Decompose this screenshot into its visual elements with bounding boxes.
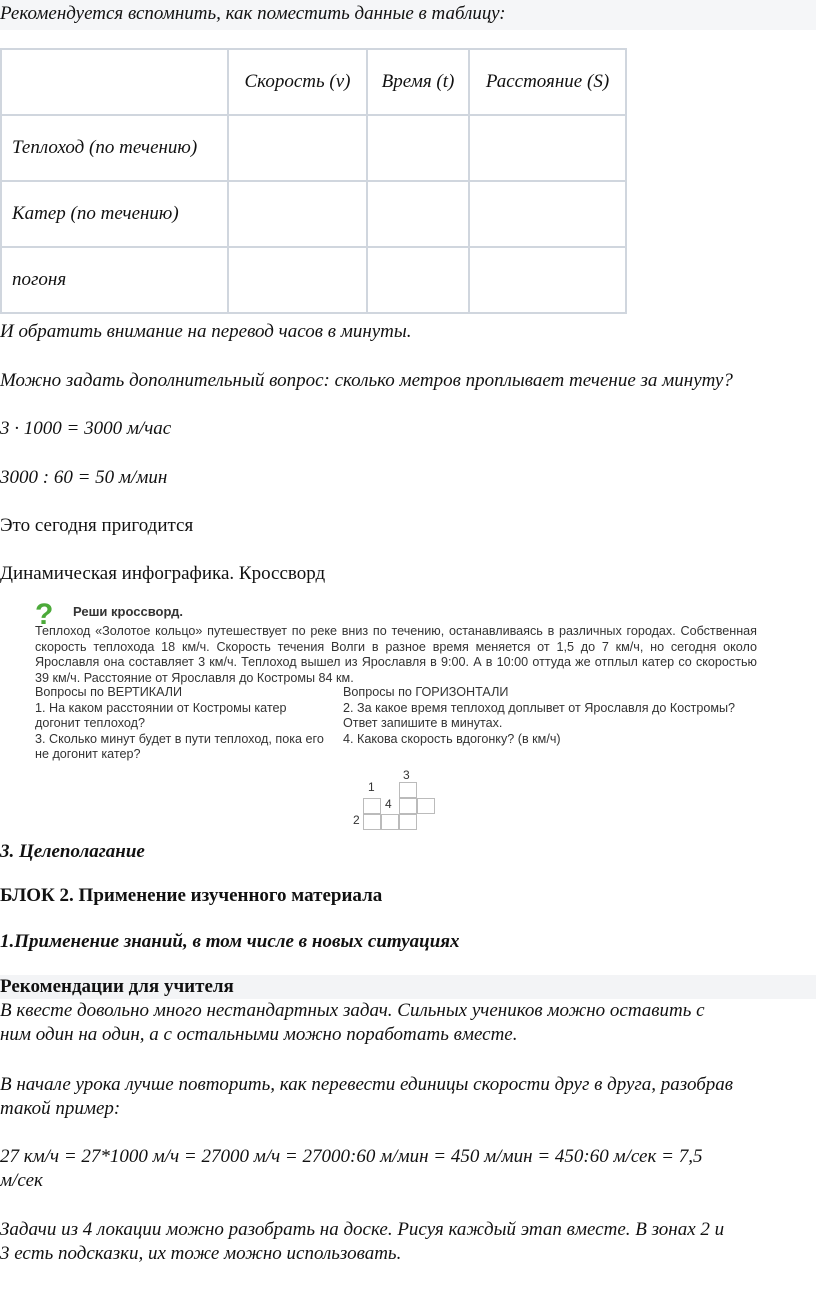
quest-line-1: В квесте довольно много нестандартных задач. Сильных учеников можно оставить с [0, 1000, 705, 1021]
crossword-cell [363, 814, 381, 830]
teacher-rec-heading: Рекомендации для учителя [0, 975, 816, 999]
repeat-line-1: В начале урока лучше повторить, как перевести единицы скорости друг в друга, разобрав [0, 1074, 734, 1095]
table-cell [228, 115, 367, 181]
calc-line-2: 3000 : 60 = 50 м/мин [0, 467, 168, 488]
vertical-questions [35, 685, 335, 763]
intro-line: Рекомендуется вспомнить, как поместить данные в таблицу: [0, 3, 506, 24]
infographic-title: Динамическая инфографика. Кроссворд [0, 563, 326, 584]
crossword-figure [35, 600, 770, 830]
table-header-row [1, 49, 626, 115]
crossword-paragraph: Теплоход «Золотое кольцо» путешествует по реке вниз по течению, останавливаясь в различных городах. Собственная скорость теплохода 18 км/ч. Скорость течения Волги в разное время меняется от 1,5 до 7 км/ч, но сегодня около Ярославля она составляет 3 км/ч. Теплоход вышел из Ярославля в 9:00. А в 10:00 оттуда же отплыл катер со скоростью 39 км/ч. Расстояние от Ярославля до Костромы 84 км. [35, 624, 757, 685]
repeat-line-2: такой пример: [0, 1098, 121, 1119]
clue-number-4: 4 [385, 797, 392, 811]
extra-question: Можно задать дополнительный вопрос: сколько метров проплывает течение за минуту? [0, 370, 733, 391]
crossword-heading: Реши кроссворд. [73, 604, 183, 619]
table-cell [367, 115, 469, 181]
table-cell: погоня [1, 247, 228, 313]
useful-today: Это сегодня пригодится [0, 515, 194, 536]
tasks-line-1: Задачи из 4 локации можно разобрать на доске. Рисуя каждый этап вместе. В зонах 2 и [0, 1219, 725, 1240]
goal-heading: 3. Целеполагание [0, 841, 145, 862]
table-cell [469, 115, 626, 181]
table-cell [228, 247, 367, 313]
table-cell [367, 181, 469, 247]
tasks-line-2: 3 есть подсказки, их тоже можно использовать. [0, 1243, 402, 1264]
clue-number-3: 3 [403, 768, 410, 782]
table-header-cell [1, 49, 228, 115]
crossword-cell [417, 798, 435, 814]
crossword-grid [345, 768, 455, 828]
crossword-cell [381, 814, 399, 830]
table-header-cell: Время (t) [367, 49, 469, 115]
vertical-q3: 3. Сколько минут будет в пути теплоход, пока его не догонит катер? [35, 731, 324, 761]
table-cell: Катер (по течению) [1, 181, 228, 247]
crossword-cell [399, 798, 417, 814]
crossword-cell [363, 798, 381, 814]
crossword-cell [399, 814, 417, 830]
clue-number-2: 2 [353, 813, 360, 827]
horizontal-q2: 2. За какое время теплоход доплывет от Ярославля до Костромы? Ответ запишите в минутах. [343, 700, 736, 730]
calc-line-1: 3 · 1000 = 3000 м/час [0, 418, 172, 439]
horizontal-q4: 4. Какова скорость вдогонку? (в км/ч) [343, 731, 561, 746]
table-row [1, 115, 626, 181]
table-header-cell: Расстояние (S) [469, 49, 626, 115]
table-cell [228, 181, 367, 247]
table-cell [469, 247, 626, 313]
horizontal-questions [343, 685, 758, 747]
table-row [1, 247, 626, 313]
example-line-2: м/сек [0, 1170, 43, 1191]
apply-heading: 1.Применение знаний, в том числе в новых ситуациях [0, 931, 460, 952]
table-row [1, 181, 626, 247]
table-header-cell: Скорость (v) [228, 49, 367, 115]
table-cell [469, 181, 626, 247]
note-minutes: И обратить внимание на перевод часов в минуты. [0, 321, 412, 342]
block2-heading: БЛОК 2. Применение изученного материала [0, 885, 383, 906]
horizontal-title: Вопросы по ГОРИЗОНТАЛИ [343, 685, 509, 699]
vertical-title: Вопросы по ВЕРТИКАЛИ [35, 685, 183, 699]
table-cell: Теплоход (по течению) [1, 115, 228, 181]
vertical-q1: 1. На каком расстоянии от Костромы катер догонит теплоход? [35, 700, 287, 730]
crossword-cell [399, 782, 417, 798]
example-line-1: 27 км/ч = 27*1000 м/ч = 27000 м/ч = 27000:60 м/мин = 450 м/мин = 450:60 м/сек = 7,5 [0, 1146, 703, 1167]
quest-line-2: ним один на один, а с остальными можно поработать вместе. [0, 1024, 518, 1045]
clue-number-1: 1 [368, 780, 375, 794]
question-mark-icon: ? [35, 598, 54, 631]
table-cell [367, 247, 469, 313]
data-table [0, 48, 627, 314]
